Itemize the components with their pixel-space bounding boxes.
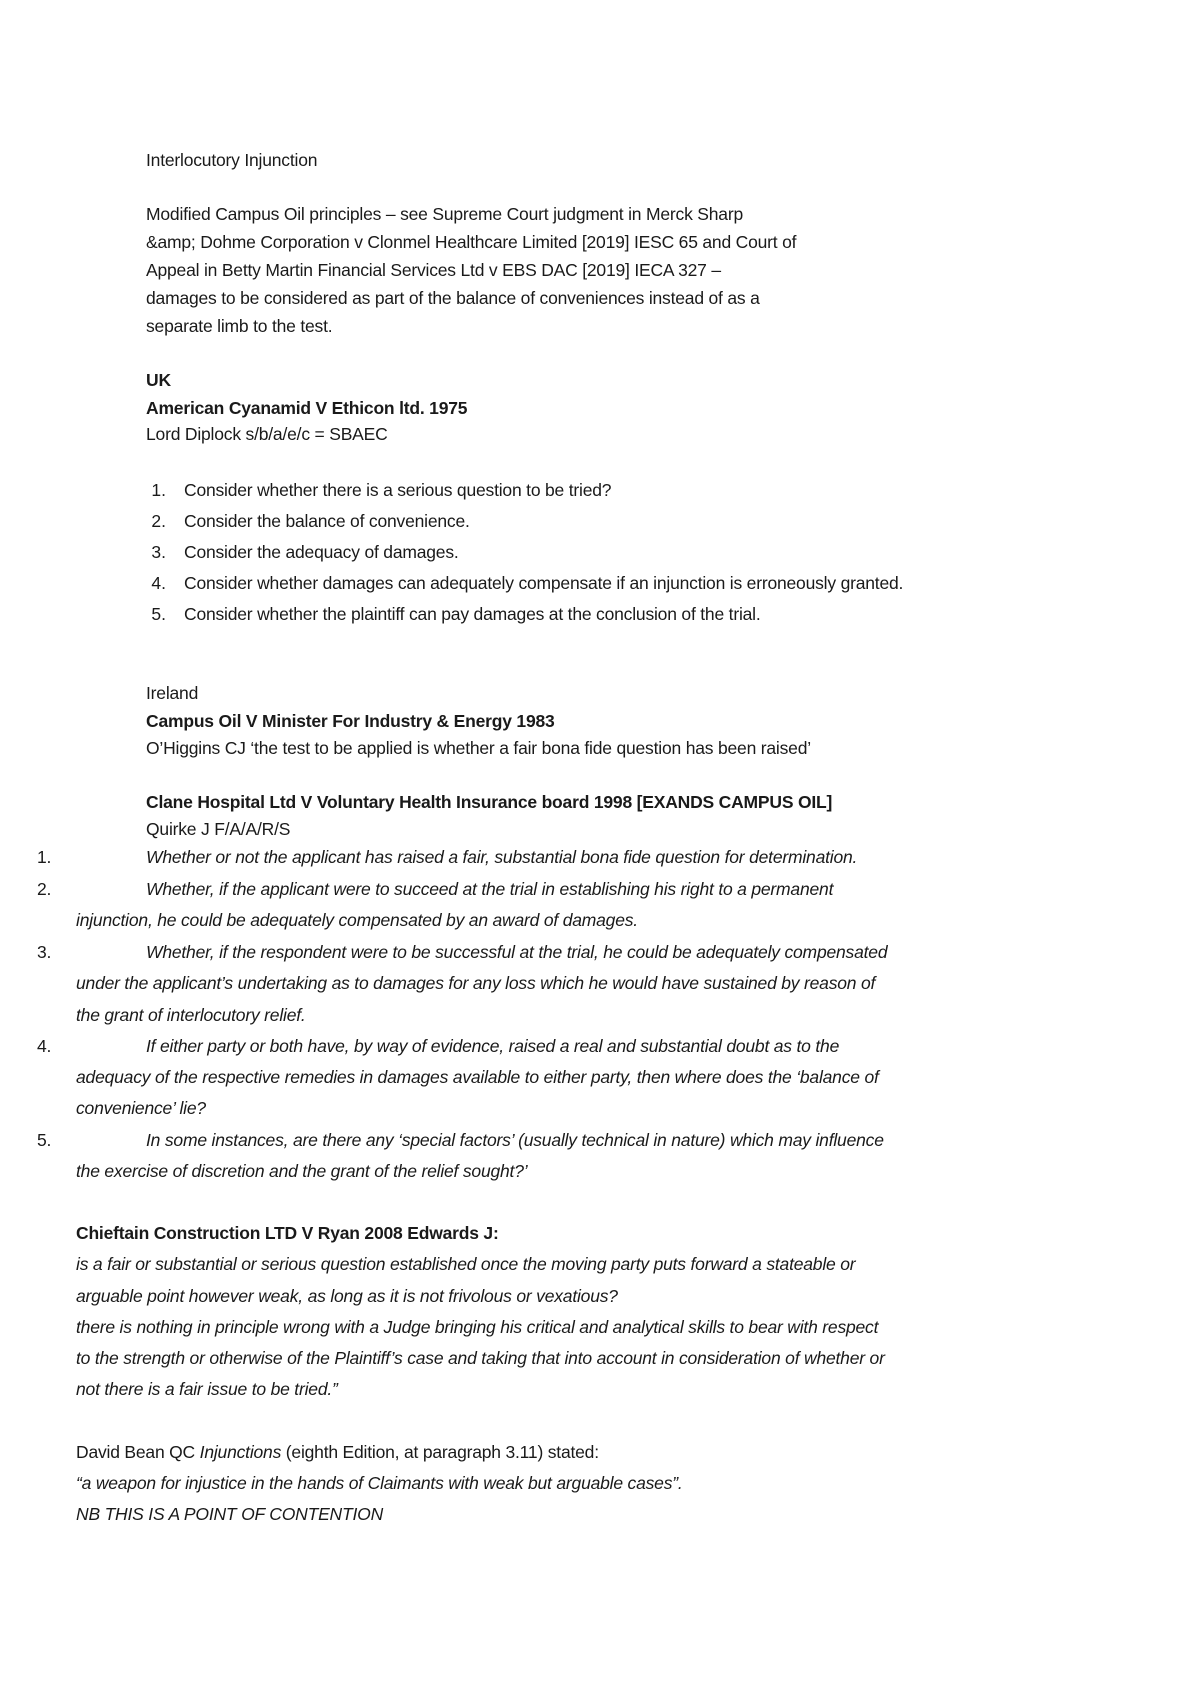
chieftain-line: is a fair or substantial or serious question established once the moving party puts forward a stateable or bbox=[76, 1254, 856, 1274]
clane-item-number: 4. bbox=[37, 1036, 52, 1056]
uk-item-text: Consider whether damages can adequately compensate if an injunction is erroneously granted. bbox=[184, 573, 904, 593]
ireland-heading: Ireland bbox=[146, 683, 199, 703]
clane-case-title: Clane Hospital Ltd V Voluntary Health Insurance board 1998 [EXANDS CAMPUS OIL] bbox=[146, 792, 833, 812]
clane-item-text: under the applicant’s undertaking as to damages for any loss which he would have sustained by reason of bbox=[76, 973, 876, 993]
clane-item-text: the grant of interlocutory relief. bbox=[76, 1005, 306, 1025]
clane-item-text: adequacy of the respective remedies in damages available to either party, then where does the ‘balance of bbox=[76, 1067, 879, 1087]
contention-note: NB THIS IS A POINT OF CONTENTION bbox=[76, 1504, 384, 1524]
uk-item-number: 5. bbox=[151, 604, 166, 624]
bean-author: David Bean QC bbox=[76, 1442, 200, 1462]
bean-edition: (eighth Edition, at paragraph 3.11) stated: bbox=[281, 1442, 599, 1462]
bean-quote: “a weapon for injustice in the hands of Claimants with weak but arguable cases”. bbox=[76, 1473, 683, 1493]
uk-heading: UK bbox=[146, 370, 171, 390]
uk-item-number: 4. bbox=[151, 573, 166, 593]
campus-oil-quote: O’Higgins CJ ‘the test to be applied is whether a fair bona fide question has been raised’ bbox=[146, 738, 811, 758]
intro-line: &amp; Dohme Corporation v Clonmel Healthcare Limited [2019] IESC 65 and Court of bbox=[146, 232, 797, 252]
clane-item-number: 1. bbox=[37, 847, 52, 867]
uk-item-number: 3. bbox=[151, 542, 166, 562]
intro-line: Modified Campus Oil principles – see Supreme Court judgment in Merck Sharp bbox=[146, 204, 743, 224]
chieftain-line: not there is a fair issue to be tried.” bbox=[76, 1379, 338, 1399]
uk-judge-line: Lord Diplock s/b/a/e/c = SBAEC bbox=[146, 424, 388, 444]
uk-item-text: Consider the adequacy of damages. bbox=[184, 542, 459, 562]
intro-line: damages to be considered as part of the balance of conveniences instead of as a bbox=[146, 288, 760, 308]
campus-oil-case-title: Campus Oil V Minister For Industry & Energy 1983 bbox=[146, 711, 555, 731]
bean-book-title: Injunctions bbox=[199, 1442, 282, 1462]
uk-item-number: 2. bbox=[151, 511, 166, 531]
clane-item-number: 3. bbox=[37, 942, 52, 962]
uk-case-title: American Cyanamid V Ethicon ltd. 1975 bbox=[146, 398, 468, 418]
clane-item-number: 5. bbox=[37, 1130, 52, 1150]
uk-item-text: Consider whether there is a serious question to be tried? bbox=[184, 480, 612, 500]
clane-item-text: convenience’ lie? bbox=[76, 1098, 206, 1118]
document-title: Interlocutory Injunction bbox=[146, 150, 318, 170]
clane-item-text: In some instances, are there any ‘special factors’ (usually technical in nature) which may influence bbox=[146, 1130, 884, 1150]
clane-item-text: Whether or not the applicant has raised a fair, substantial bona fide question for determination. bbox=[146, 847, 858, 867]
clane-judge-line: Quirke J F/A/A/R/S bbox=[146, 819, 291, 839]
uk-item-text: Consider whether the plaintiff can pay damages at the conclusion of the trial. bbox=[184, 604, 761, 624]
uk-item-number: 1. bbox=[151, 480, 166, 500]
bean-citation bbox=[76, 1440, 599, 1464]
clane-item-text: the exercise of discretion and the grant of the relief sought?’ bbox=[76, 1161, 528, 1181]
intro-line: Appeal in Betty Martin Financial Services Ltd v EBS DAC [2019] IECA 327 – bbox=[146, 260, 721, 280]
clane-item-text: Whether, if the applicant were to succeed at the trial in establishing his right to a permanent bbox=[146, 879, 834, 899]
clane-item-text: Whether, if the respondent were to be successful at the trial, he could be adequately compensated bbox=[146, 942, 888, 962]
uk-item-text: Consider the balance of convenience. bbox=[184, 511, 470, 531]
intro-line: separate limb to the test. bbox=[146, 316, 333, 336]
clane-item-text: injunction, he could be adequately compensated by an award of damages. bbox=[76, 910, 638, 930]
clane-item-text: If either party or both have, by way of evidence, raised a real and substantial doubt as to the bbox=[146, 1036, 840, 1056]
clane-item-number: 2. bbox=[37, 879, 52, 899]
chieftain-case-title: Chieftain Construction LTD V Ryan 2008 Edwards J: bbox=[76, 1223, 499, 1243]
chieftain-line: arguable point however weak, as long as it is not frivolous or vexatious? bbox=[76, 1286, 618, 1306]
chieftain-line: to the strength or otherwise of the Plaintiff’s case and taking that into account in consideration of whether or bbox=[76, 1348, 885, 1368]
chieftain-line: there is nothing in principle wrong with a Judge bringing his critical and analytical skills to bear with respect bbox=[76, 1317, 879, 1337]
